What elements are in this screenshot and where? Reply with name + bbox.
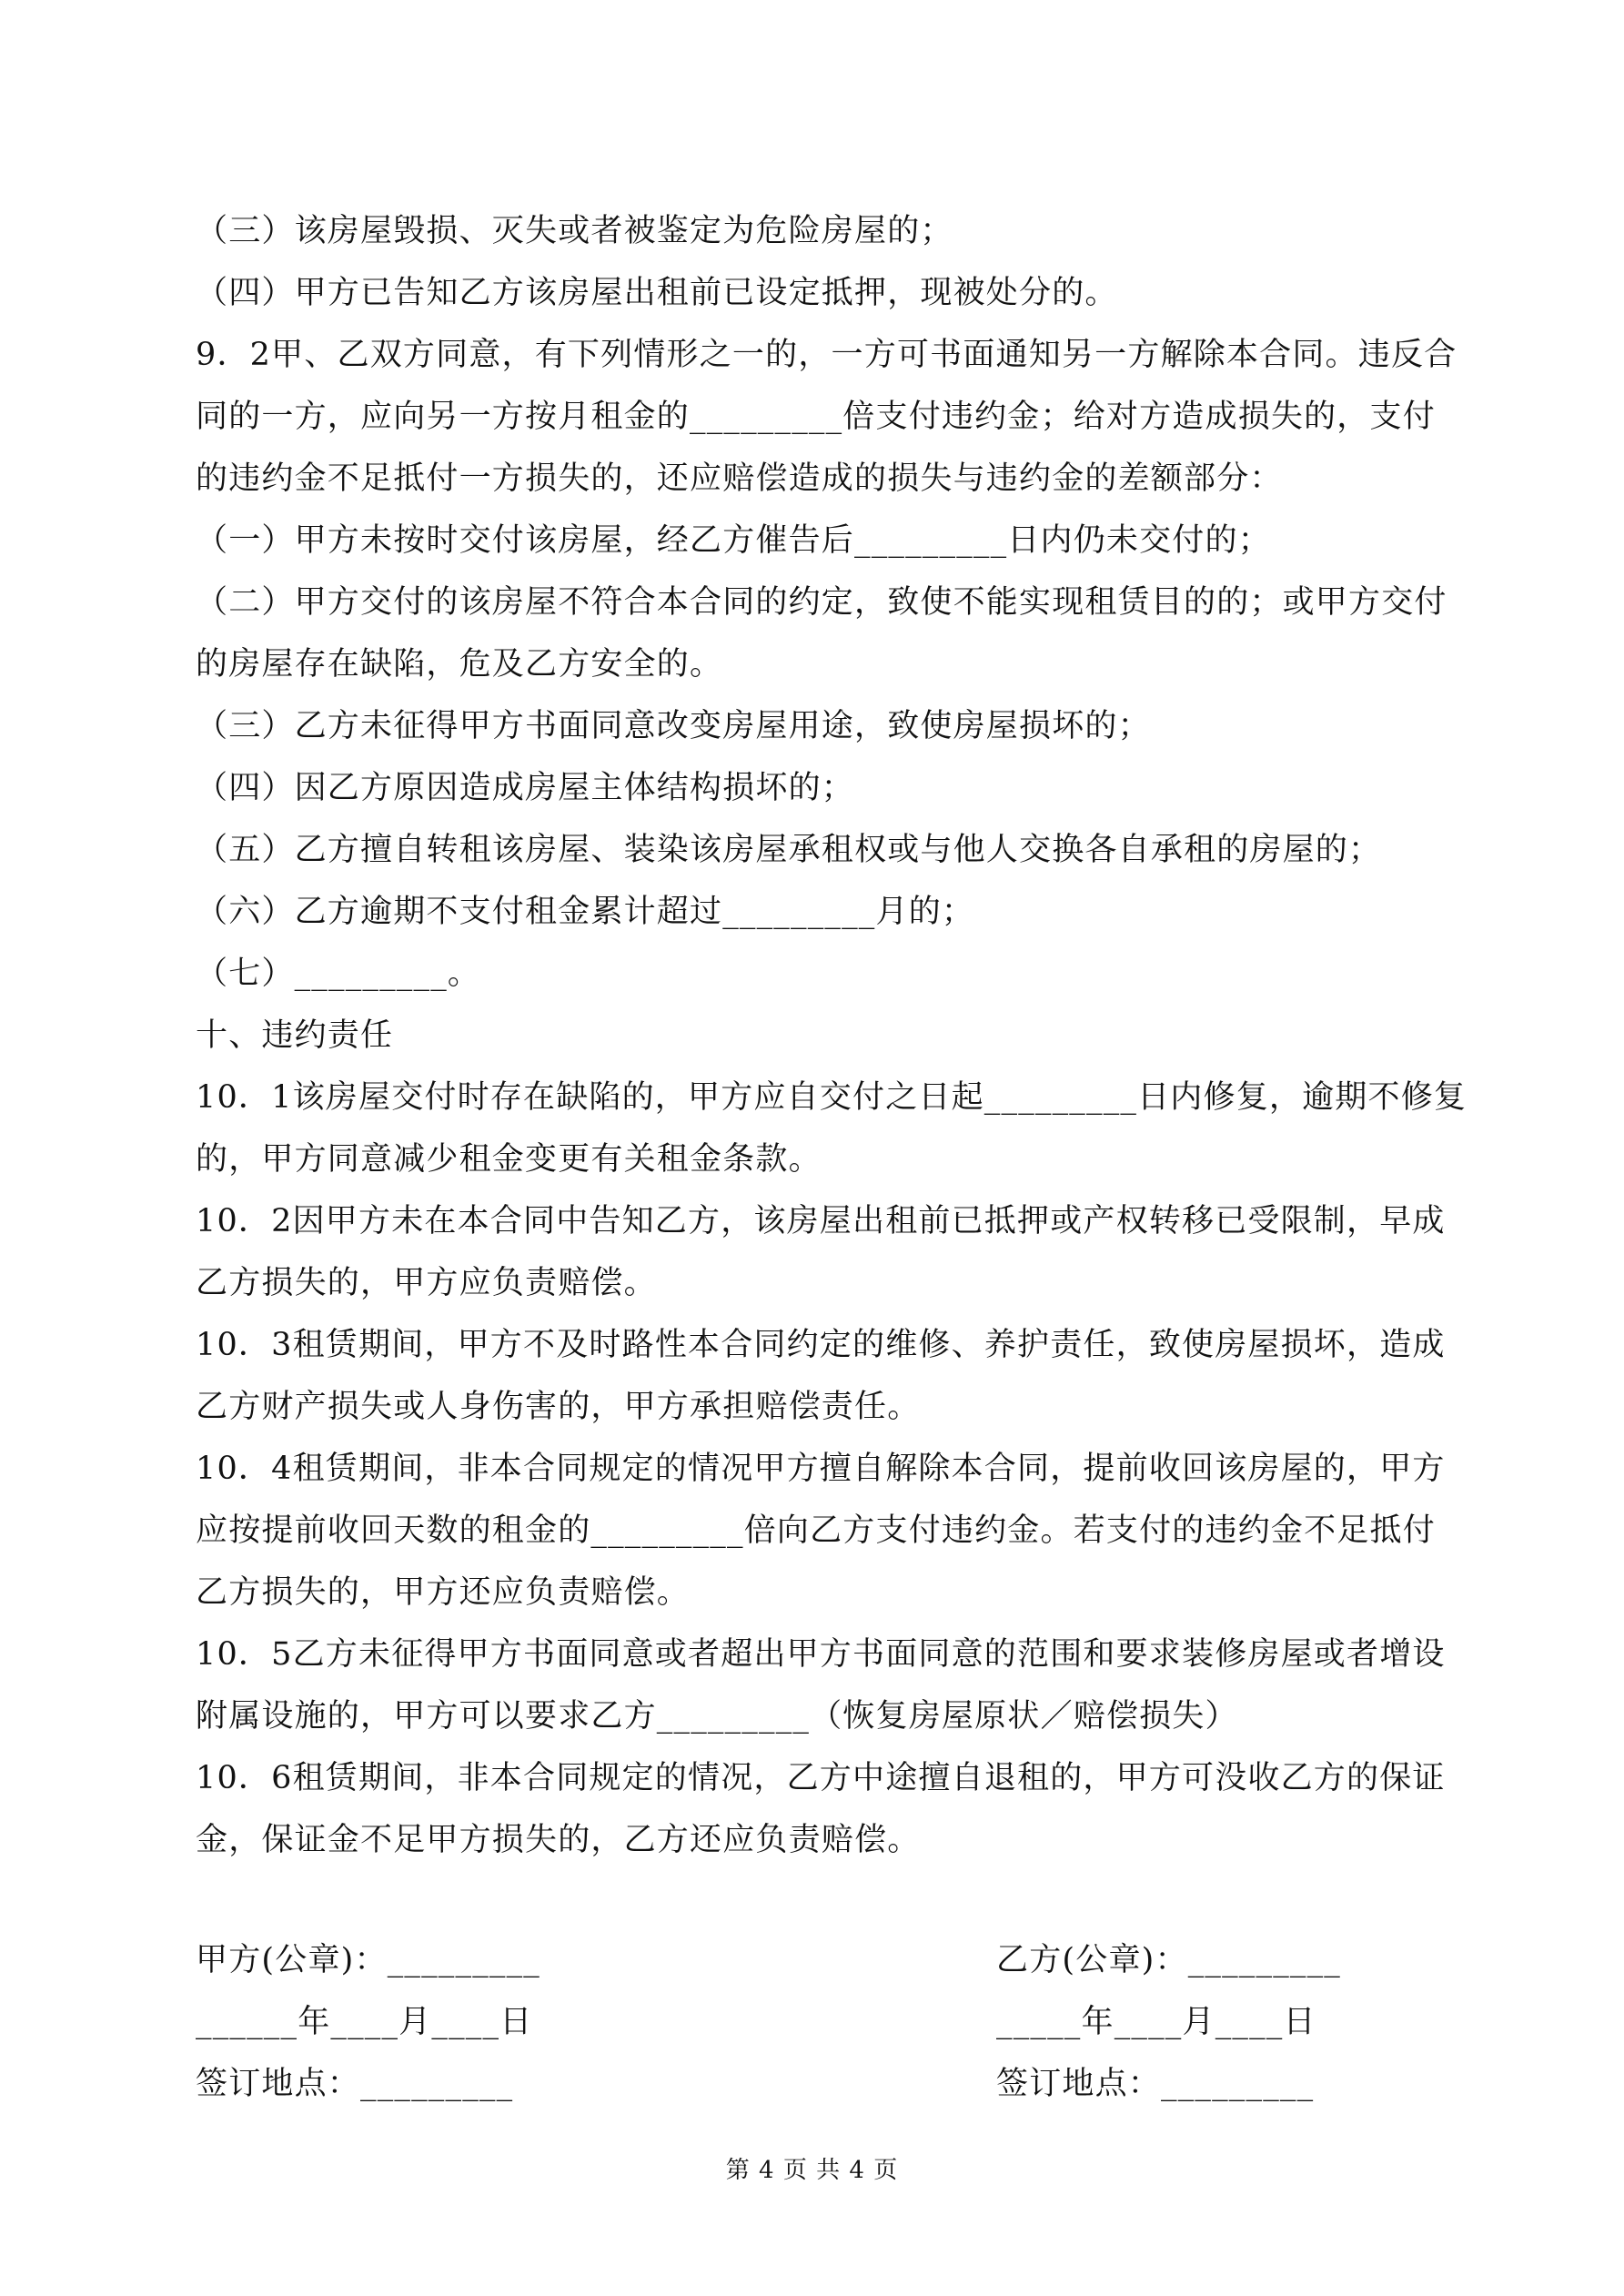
text-line: 10．5乙方未征得甲方书面同意或者超出甲方书面同意的范围和要求装修房屋或者增设 — [196, 1636, 1446, 1673]
text-line: （四）甲方已告知乙方该房屋出租前已设定抵押，现被处分的。 — [196, 275, 1118, 311]
text-line: 的违约金不足抵付一方损失的，还应赔偿造成的损失与违约金的差额部分： — [196, 460, 1283, 497]
signature-block — [196, 1929, 1433, 2115]
text-line: 乙方财产损失或人身伤害的，甲方承担赔偿责任。 — [196, 1389, 921, 1425]
place-row — [196, 2053, 1433, 2115]
party-a-date: ______年____月____日 — [196, 2004, 533, 2040]
text-line: 10．3租赁期间，甲方不及时路性本合同约定的维修、养护责任，致使房屋损坏，造成 — [196, 1327, 1446, 1363]
contract-body — [196, 200, 1468, 1871]
party-a-seal: 甲方(公章)：_________ — [196, 1942, 541, 1978]
text-line: 应按提前收回天数的租金的_________倍向乙方支付违约金。若支付的违约金不足抵付 — [196, 1512, 1436, 1549]
page-footer: 第 4 页 共 4 页 — [725, 2157, 899, 2184]
text-line: 乙方损失的，甲方还应负责赔偿。 — [196, 1574, 691, 1611]
text-line: 金，保证金不足甲方损失的，乙方还应负责赔偿。 — [196, 1822, 921, 1858]
text-line: （五）乙方擅自转租该房屋、装染该房屋承租权或与他人交换各自承租的房屋的； — [196, 832, 1382, 868]
text-line: （一）甲方未按时交付该房屋，经乙方催告后_________日内仍未交付的； — [196, 522, 1271, 559]
seal-row — [196, 1929, 1433, 1991]
text-line: 同的一方，应向另一方按月租金的_________倍支付违约金；给对方造成损失的，支付 — [196, 399, 1436, 435]
text-line: 10．6租赁期间，非本合同规定的情况，乙方中途擅自退租的，甲方可没收乙方的保证 — [196, 1760, 1446, 1796]
text-line: 10．2因甲方未在本合同中告知乙方，该房屋出租前已抵押或产权转移已受限制，早成 — [196, 1203, 1446, 1239]
party-a-place: 签订地点：_________ — [196, 2066, 514, 2102]
text-line: 10．1该房屋交付时存在缺陷的，甲方应自交付之日起_________日内修复，逾期不修复 — [196, 1079, 1468, 1116]
text-line: （四）因乙方原因造成房屋主体结构损坏的； — [196, 770, 855, 806]
text-line: 9．2甲、乙双方同意，有下列情形之一的，一方可书面通知另一方解除本合同。违反合 — [196, 337, 1458, 373]
text-line: 的，甲方同意减少租金变更有关租金条款。 — [196, 1141, 822, 1178]
text-line: 附属设施的，甲方可以要求乙方_________（恢复房屋原状／赔偿损失） — [196, 1698, 1238, 1735]
text-line: （二）甲方交付的该房屋不符合本合同的约定，致使不能实现租赁目的的；或甲方交付 — [196, 584, 1447, 621]
text-line: 的房屋存在缺陷，危及乙方安全的。 — [196, 646, 723, 683]
text-line: （六）乙方逾期不支付租金累计超过_________月的； — [196, 894, 975, 930]
party-b-place: 签订地点：_________ — [996, 2066, 1315, 2102]
text-line: 10．4租赁期间，非本合同规定的情况甲方擅自解除本合同，提前收回该房屋的，甲方 — [196, 1451, 1446, 1487]
party-b-date: _____年____月____日 — [996, 2004, 1316, 2040]
text-line: （七）_________。 — [196, 956, 481, 992]
text-line: （三）乙方未征得甲方书面同意改变房屋用途，致使房屋损坏的； — [196, 708, 1151, 744]
date-row — [196, 1991, 1433, 2053]
text-line: 乙方损失的，甲方应负责赔偿。 — [196, 1265, 657, 1301]
party-b-seal: 乙方(公章)：_________ — [996, 1942, 1342, 1978]
section-heading: 十、违约责任 — [196, 1017, 394, 1054]
text-line: （三）该房屋毁损、灭失或者被鉴定为危险房屋的； — [196, 213, 953, 249]
